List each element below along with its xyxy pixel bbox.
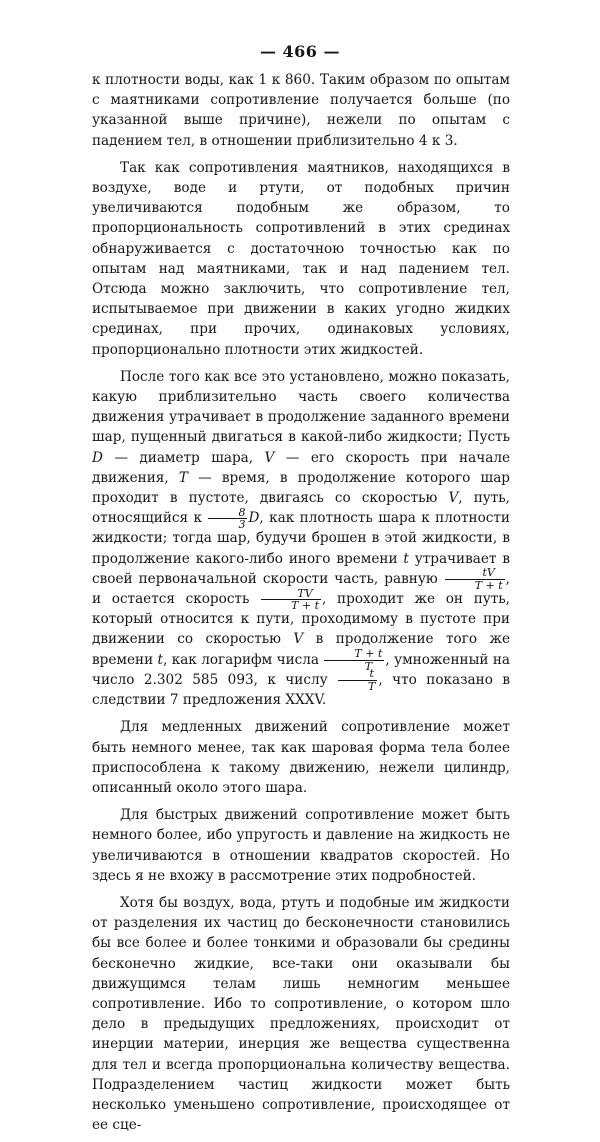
paragraph-1: к плотности воды, как 1 к 860. Таким образом по опытам с маятниками сопротивление получается больше (по указанной выше причине), нежели по опытам с падением тел, в отношении приблизительно 4 к 3. (92, 72, 510, 149)
text-run: , умноженный на число 2.302 585 093, к числу (92, 651, 511, 688)
symbol-time: T (178, 469, 188, 486)
paragraph-5: Для быстрых движений сопротивление может быть немного более, ибо упругость и давление на жидкость не увеличиваются в отношении квадратов скоростей. Но здесь я не вхожу в рассмотрение этих подробностей. (92, 807, 510, 884)
text-run: , как логарифм числа (163, 651, 324, 668)
text-run: , и остается скорость (92, 570, 510, 608)
symbol-small-time: t (403, 550, 409, 567)
paragraph-6: Хотя бы воздух, вода, ртуть и подобные им жидкости от разделения их частиц до бесконечности становились бы все более и более тонкими и образовали бы средины бесконечно жидкие, все-таки они оказывали бы движущимся телам лишь немногим меньшее сопротивление. Ибо то сопротивление, о котором шло дело в предыдущих предложениях, происходит от инерции материи, инерция же вещества существенна для тел и всегда пропорциональна количеству вещества. Подразделением частиц жидкости может быть несколько уменьшено сопротивление, происходящее от ее сце- (92, 894, 510, 1134)
symbol-small-time: t (157, 651, 163, 668)
symbol-velocity: V (448, 490, 459, 507)
fraction-denominator: T (368, 679, 376, 693)
text-run: , что показано в следствии 7 предложения XXXV. (92, 671, 510, 709)
fraction-denominator: 3 (238, 518, 246, 532)
fraction-tv-capital-over-t-plus-t (261, 588, 321, 612)
text-run: — время, в продолжение которого шар проходит в пустоте, двигаясь со скоростью (92, 469, 510, 507)
symbol-diameter: D (92, 449, 103, 466)
text-run: , проходит же он путь, который относится к пути, проходимому в пустоте при движении со скоростью (92, 591, 510, 648)
page-number: — 466 — (259, 42, 341, 61)
text-run: утрачивает в своей первоначальной скорости часть, равную (92, 550, 510, 587)
fraction-denominator: T (364, 659, 373, 673)
fraction-numerator: 8 (208, 507, 247, 520)
fraction-denominator: T + t (291, 599, 320, 613)
paragraph-3 (92, 367, 510, 710)
fraction-numerator: T + t (324, 648, 384, 661)
fraction-tv-over-t-plus-t (445, 567, 505, 591)
fraction-numerator: tV (445, 567, 505, 580)
fraction-numerator: TV (261, 588, 321, 601)
fraction-numerator: t (338, 668, 377, 681)
body-text (92, 70, 510, 1142)
fraction-denominator: T + t (474, 578, 503, 592)
text-run: — его скорость при начале движения, (92, 449, 510, 486)
paragraph-4: Для медленных движений сопротивление может быть немного менее, так как шаровая форма тела более приспособлена к такому движению, нежели цилиндр, описанный около этого шара. (92, 719, 510, 796)
fraction-t-over-t (338, 668, 377, 692)
symbol-diameter: D (248, 510, 260, 527)
text-run: — диаметр шара, (102, 449, 265, 466)
symbol-velocity: V (293, 631, 304, 648)
text-run: , путь, относящийся к (92, 490, 510, 527)
fraction-eight-thirds (208, 507, 247, 531)
text-run: в продолжение того же времени (92, 631, 510, 668)
text-run: , как плотность шара к плотности жидкости; тогда шар, будучи брошен в этой жидкости, в продолжение какого-либо иного времени (92, 510, 510, 567)
text-run: После того как все это установлено, можно показать, какую приблизительно часть своего количества движения утрачивает в продолжение заданного времени шар, пущенный двигаться в какой-либо жидкости; Пусть (92, 368, 510, 446)
paragraph-2: Так как сопротивления маятников, находящихся в воздухе, воде и ртути, от подобных причин увеличиваются подобным же образом, то пропорциональность сопротивлений в этих срединах обнаруживается с достаточною точностью как по опытам над маятниками, так и над падением тел. Отсюда можно заключить, что сопротивление тел, испытываемое при движении в каких угодно жидких срединах, при прочих, одинаковых условиях, пропорционально плотности этих жидкостей. (92, 159, 510, 358)
symbol-velocity: V (264, 449, 275, 466)
